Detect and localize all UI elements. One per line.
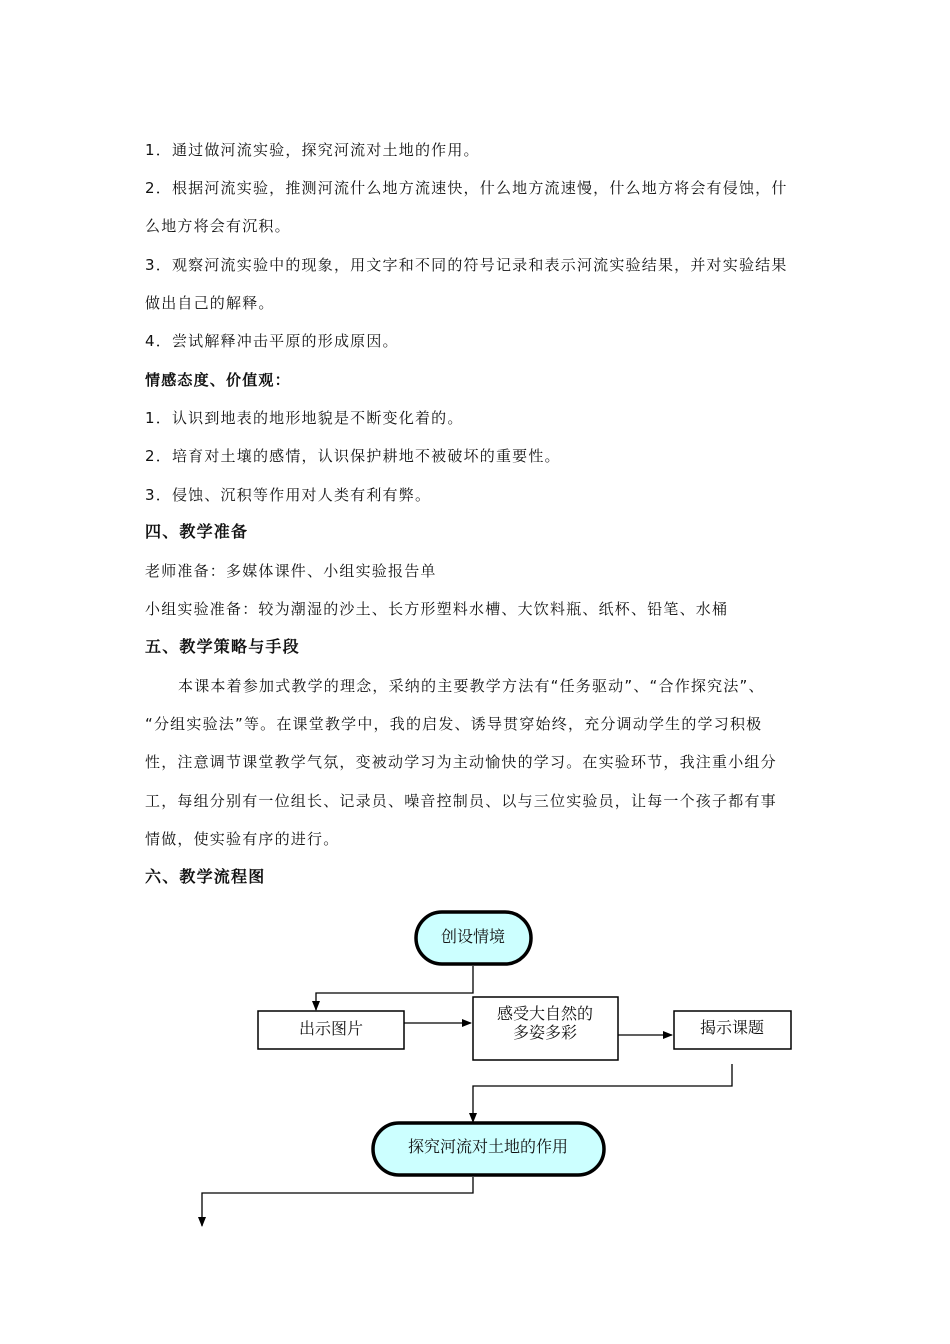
strategy-title: 五、教学策略与手段 — [145, 637, 300, 656]
objective-2-line1: 2．根据河流实验，推测河流什么地方流速快，什么地方流速慢，什么地方将会有侵蚀，什 — [145, 179, 788, 197]
node-feel-nature-label-2: 多姿多彩 — [512, 1023, 578, 1042]
attitude-item-2: 2．培育对土壤的感情，认识保护耕地不被破坏的重要性。 — [145, 447, 561, 465]
node-start-label: 创设情境 — [440, 927, 506, 946]
preparation-teacher: 老师准备：多媒体课件、小组实验报告单 — [145, 562, 437, 580]
attitude-item-3: 3．侵蚀、沉积等作用对人类有利有弊。 — [145, 486, 432, 504]
node-show-pictures-label: 出示图片 — [298, 1019, 364, 1038]
strategy-line-5: 情做，使实验有序的进行。 — [145, 830, 340, 848]
node-explore-label: 探究河流对土地的作用 — [407, 1137, 569, 1156]
preparation-title: 四、教学准备 — [145, 522, 249, 541]
connector-reveal-to-explore — [473, 1064, 732, 1122]
node-reveal-topic-label: 揭示课题 — [699, 1018, 765, 1037]
objective-2-line2: 么地方将会有沉积。 — [145, 217, 291, 235]
node-feel-nature-label-1: 感受大自然的 — [496, 1004, 594, 1023]
objective-3-line1: 3．观察河流实验中的现象，用文字和不同的符号记录和表示河流实验结果，并对实验结果 — [145, 256, 788, 274]
objective-4: 4．尝试解释冲击平原的形成原因。 — [145, 332, 399, 350]
flowchart-title: 六、教学流程图 — [145, 867, 266, 886]
strategy-line-3: 性，注意调节课堂教学气氛，变被动学习为主动愉快的学习。在实验环节，我注重小组分 — [145, 753, 777, 771]
strategy-line-2: “分组实验法”等。在课堂教学中，我的启发、诱导贯穿始终，充分调动学生的学习积极 — [145, 715, 763, 733]
strategy-line-4: 工，每组分别有一位组长、记录员、噪音控制员、以与三位实验员，让每一个孩子都有事 — [145, 792, 777, 810]
connector-explore-to-next — [202, 1177, 473, 1226]
connector-start-to-pictures — [316, 966, 473, 1010]
strategy-line-1: 本课本着参加式教学的理念，采纳的主要教学方法有“任务驱动”、“合作探究法”、 — [178, 677, 765, 695]
objective-3-line2: 做出自己的解释。 — [145, 294, 275, 312]
attitude-title: 情感态度、价值观： — [145, 371, 291, 389]
objective-1: 1．通过做河流实验，探究河流对土地的作用。 — [145, 141, 480, 159]
preparation-group: 小组实验准备：较为潮湿的沙土、长方形塑料水槽、大饮料瓶、纸杯、铅笔、水桶 — [145, 600, 729, 618]
attitude-item-1: 1．认识到地表的地形地貌是不断变化着的。 — [145, 409, 464, 427]
